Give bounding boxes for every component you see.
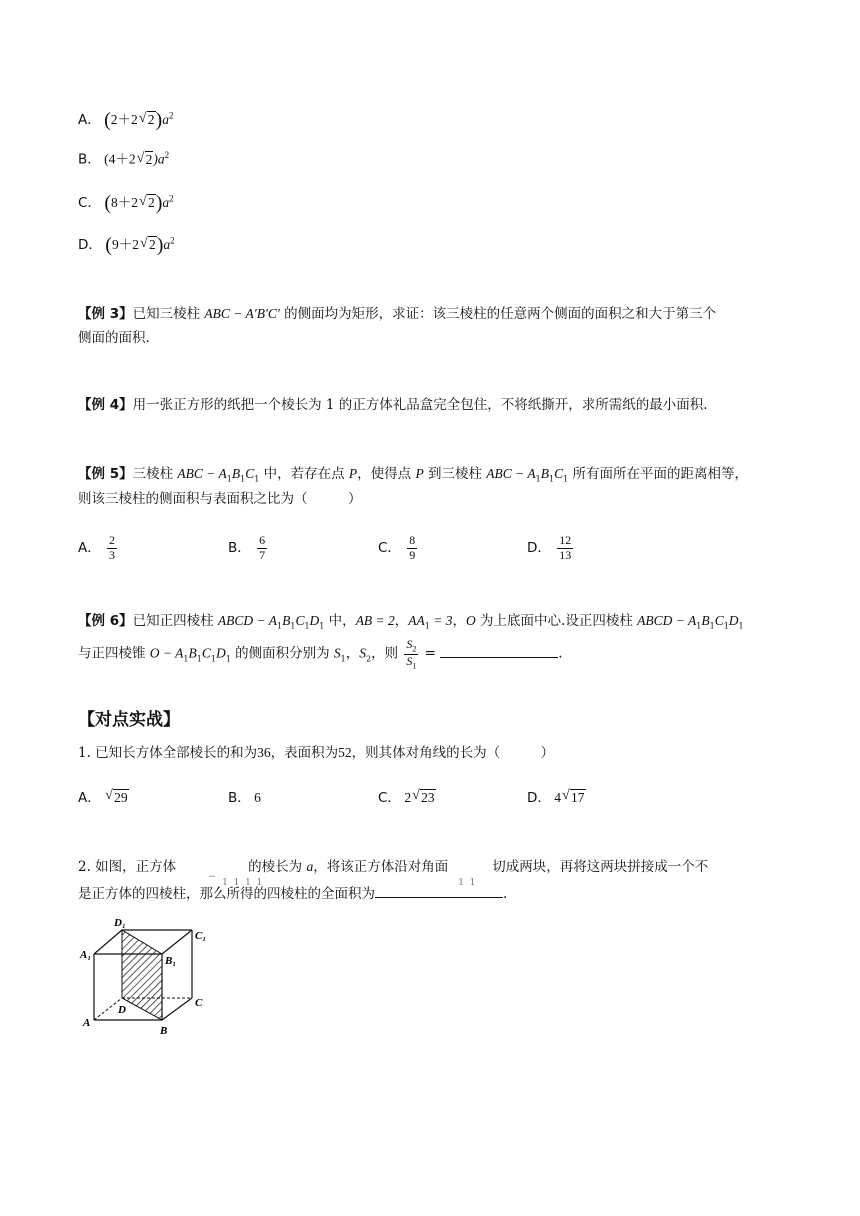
choice-label: D． <box>527 790 551 806</box>
example-3-line-1 <box>78 305 716 324</box>
denominator: 7 <box>259 547 266 562</box>
text: 已知三棱柱 <box>132 306 205 322</box>
text: . <box>503 886 508 902</box>
answer-blank[interactable] <box>375 883 503 898</box>
text: 三棱柱 <box>132 466 178 482</box>
text: 已知正四棱柱 <box>132 613 218 629</box>
text: 的侧面均为矩形，求证：该三棱柱的任意两个侧面的面积之和大于第三个 <box>279 306 717 322</box>
option-expr: 8＋2 <box>110 195 138 210</box>
question-1-choice-b <box>228 786 261 806</box>
radicand: 2 <box>148 237 156 252</box>
choice-label: B． <box>228 539 251 556</box>
option-a: A． (2＋2√ $2)a^2$ <box>78 106 173 134</box>
text: 切成两块，再将这两块拼接成一个不 <box>492 859 709 875</box>
question-2-line-1: 2. 如图，正方体 − 1 1 1 1 的棱长为 a，将该正方体沿对角面 1 1 切成两块，再将这两块拼接成一个不 <box>78 859 709 888</box>
example-5-line-2 <box>78 490 362 509</box>
example-6-line-1: 【例 6】已知正四棱柱 ABCD − $A_1B_1C_1D_1$ 中，AB = 2，$AA_1 = 3$，O 为上底面中心.设正四棱柱 ABCD − $A_1B_1C_1D_1$ <box>78 613 744 631</box>
math-expr: ABCD − A <box>637 613 697 628</box>
option-expr: 9＋2 <box>111 237 139 252</box>
question-1-choice-d <box>527 786 586 806</box>
section-title: 【对点实战】 <box>78 710 180 730</box>
math-s2: S <box>359 645 366 661</box>
numerator: S <box>406 637 413 651</box>
choice-label: B． <box>228 790 251 806</box>
text: 到三棱柱 <box>423 466 487 482</box>
example-5-choice-a <box>78 534 119 563</box>
numerator: 2 <box>109 533 116 547</box>
point-p: P <box>415 466 424 481</box>
example-5-line-1: 【例 5】三棱柱 ABC − $A_1B_1C_1$ 中，若存在点 P，使得点 P 到三棱柱 ABC − $A_1B_1C_1$ 所有面所在平面的距离相等， <box>78 466 748 484</box>
math-expr: AB = 2 <box>355 613 395 628</box>
radicand: 29 <box>114 790 128 805</box>
math-expr: AA <box>408 613 425 628</box>
radicand: 17 <box>571 790 585 805</box>
option-label: D． <box>78 237 102 253</box>
label-c: C <box>195 997 203 1009</box>
variable-a: a <box>162 112 169 127</box>
point-p: P <box>348 466 358 481</box>
option-d: D． (9＋2√ $2)a^2$ <box>78 231 175 259</box>
label-b: B <box>160 1025 168 1037</box>
math-expr: = 3 <box>429 613 453 628</box>
point-o: O <box>466 613 476 628</box>
text: 中， <box>324 613 356 629</box>
math-expr: O − A <box>149 645 184 661</box>
text: . <box>558 645 563 662</box>
exponent: 2 <box>164 150 170 160</box>
choice-label: D． <box>527 539 551 556</box>
text: 侧面的面积. <box>78 330 150 346</box>
label-d: D <box>118 1004 126 1016</box>
choice-label: C． <box>378 790 401 806</box>
variable-a: a <box>162 195 170 210</box>
question-2-line-2 <box>78 883 507 904</box>
example-5-choice-b <box>228 534 269 563</box>
choice-label: A． <box>78 539 101 556</box>
edge-b-c <box>162 998 192 1020</box>
text: 的棱长为 <box>248 859 307 875</box>
option-c: C． (8＋2√ $2)a^2$ <box>78 189 174 217</box>
edge-a1-d1 <box>94 930 122 954</box>
edge-b1-c1 <box>162 930 192 954</box>
radicand: 23 <box>421 790 435 805</box>
text: 为上底面中心.设正四棱柱 <box>475 613 638 629</box>
number: 36 <box>257 745 271 760</box>
example-tag: 【例 4】 <box>78 397 133 413</box>
denominator: 13 <box>559 547 572 562</box>
coefficient: 2 <box>404 790 412 805</box>
option-expr: 2＋2 <box>110 112 138 127</box>
text: 与正四棱锥 <box>78 645 150 662</box>
radicand: 2 <box>145 151 153 167</box>
option-label: A． <box>78 112 101 128</box>
text: 的侧面积分别为 <box>230 645 334 662</box>
value: 6 <box>254 790 261 805</box>
exponent: 2 <box>168 110 174 121</box>
text: 所有面所在平面的距离相等， <box>568 466 748 482</box>
radicand: 2 <box>147 195 155 210</box>
numerator: 8 <box>409 533 416 547</box>
text: 2. 如图，正方体 <box>78 859 177 875</box>
math-expr: ABC − A <box>486 466 536 481</box>
option-label: C． <box>78 195 101 211</box>
text: ，使得点 <box>357 466 416 482</box>
numerator: 6 <box>259 533 266 547</box>
text: 1. 已知长方体全部棱长的和为 <box>78 745 258 761</box>
question-1 <box>78 744 554 763</box>
answer-blank[interactable] <box>440 643 558 658</box>
example-5-choice-c <box>378 534 419 563</box>
text: ，表面积为 <box>270 745 339 761</box>
label-d1: D₁ <box>114 917 126 929</box>
text: 中，若存在点 <box>259 466 349 482</box>
numerator: 12 <box>559 533 572 547</box>
variable-a: a <box>306 859 314 874</box>
example-tag: 【例 5】 <box>78 466 133 482</box>
text: ，将该正方体沿对角面 <box>313 859 449 875</box>
denominator: 3 <box>109 547 116 562</box>
example-5-choice-d <box>527 534 575 563</box>
radicand: 2 <box>147 112 155 127</box>
example-tag: 【例 6】 <box>78 613 133 629</box>
variable-a: )a <box>153 151 165 167</box>
math-expr: ABCD − A <box>217 613 277 628</box>
label-b1: B₁ <box>165 955 177 967</box>
example-3-line-2 <box>78 329 150 348</box>
question-1-choice-c <box>378 786 436 806</box>
denominator: 9 <box>409 547 416 562</box>
number: 52 <box>338 745 352 760</box>
option-label: B． <box>78 151 101 168</box>
text: ，则其体对角线的长为（ ） <box>351 745 555 761</box>
choice-label: A． <box>78 790 101 806</box>
label-a: A <box>83 1017 91 1029</box>
math-expr: ABC − A <box>177 466 227 481</box>
exponent: 2 <box>169 193 174 204</box>
coefficient: 4 <box>554 790 562 805</box>
text: 则该三棱柱的侧面积与表面积之比为（ ） <box>78 491 362 507</box>
exponent: 2 <box>170 235 175 246</box>
example-tag: 【例 3】 <box>78 306 133 322</box>
text: = <box>420 645 441 662</box>
math-expr: ABC − A′B′C′ <box>204 306 280 321</box>
diagonal-plane <box>122 930 162 1020</box>
example-4 <box>78 396 708 415</box>
label-a1: A₁ <box>80 949 92 961</box>
option-b <box>78 149 169 169</box>
choice-label: C． <box>378 539 401 556</box>
example-6-line-2: 与正四棱锥 $O - A_1B_1C_1D_1$ 的侧面积分别为 $S_1$，$S_2$，则 $\frac{S_2}{S_1}$ = . <box>78 637 563 670</box>
text: ，则 <box>371 645 403 662</box>
option-expr: (4＋2 <box>104 151 136 167</box>
cube-figure <box>74 912 224 1040</box>
math-s1: S <box>333 645 341 661</box>
denominator: S <box>406 653 413 668</box>
question-1-choice-a <box>78 786 129 806</box>
text: 是正方体的四棱柱，那么所得的四棱柱的全面积为 <box>78 886 375 902</box>
variable-a: a <box>163 237 171 252</box>
label-c1: C₁ <box>195 930 207 942</box>
text: 用一张正方形的纸把一个棱长为 1 的正方体礼品盒完全包住，不将纸撕开，求所需纸的最小面积. <box>132 397 708 413</box>
